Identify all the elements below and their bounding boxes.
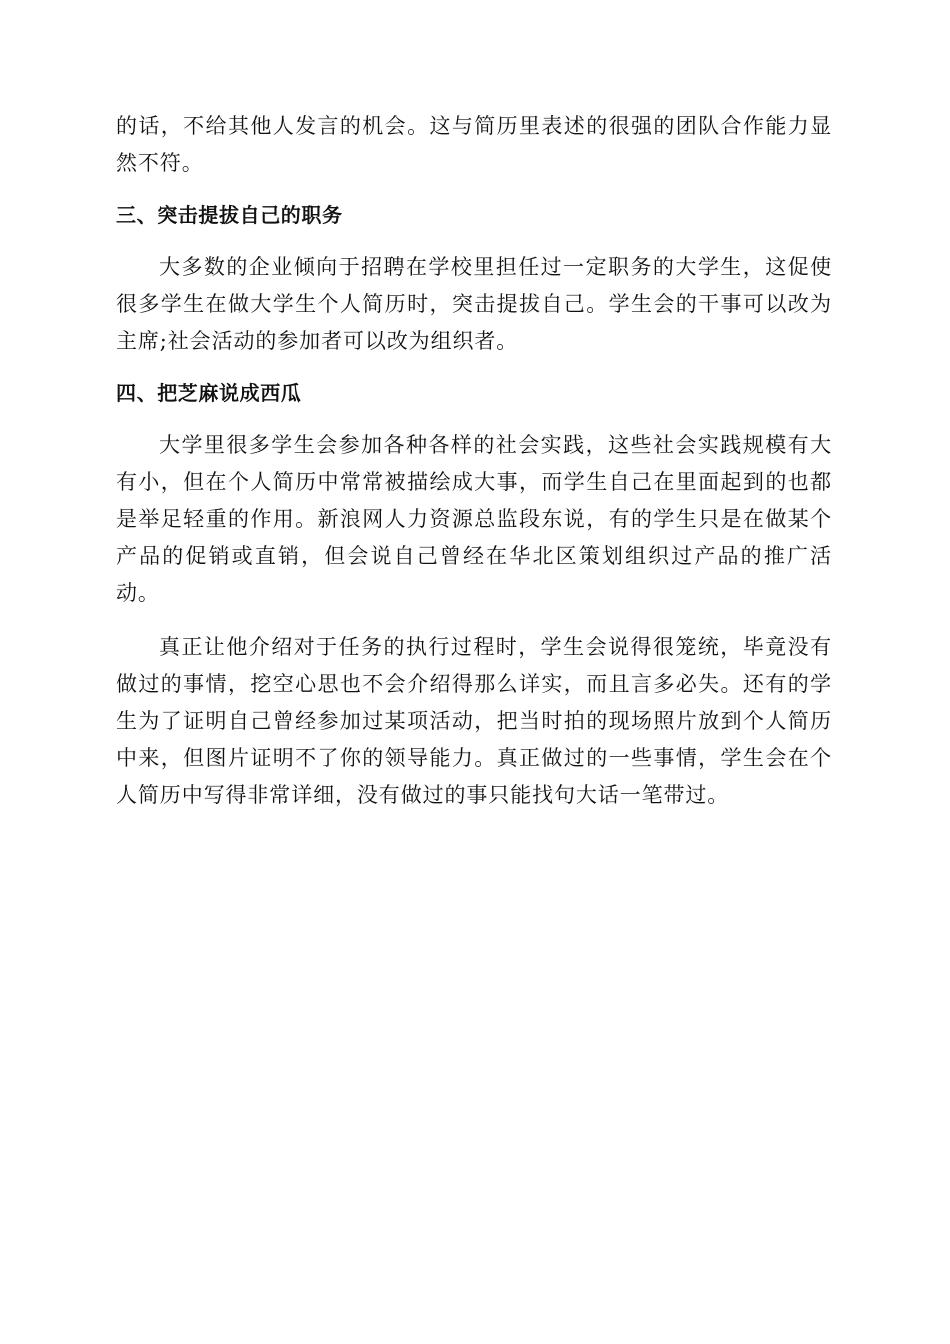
document-page xyxy=(116,108,832,814)
section-4-paragraph-2: 真正让他介绍对于任务的执行过程时，学生会说得很笼统，毕竟没有做过的事情，挖空心思也不会介绍得那么详实，而且言多必失。还有的学生为了证明自己曾经参加过某项活动，把当时拍的现场照片放到个人简历中来，但图片证明不了你的领导能力。真正做过的一些事情，学生会在个人简历中写得非常详细，没有做过的事只能找句大话一笔带过。 xyxy=(116,635,832,807)
spacer xyxy=(116,360,832,375)
spacer xyxy=(116,612,832,629)
section-4-heading: 四、把芝麻说成西瓜 xyxy=(116,381,302,405)
paragraph-continued: 的话，不给其他人发言的机会。这与简历里表述的很强的团队合作能力显然不符。 xyxy=(116,114,832,175)
section-3-heading: 三、突击提拔自己的职务 xyxy=(116,203,343,227)
spacer xyxy=(116,234,832,249)
section-4-paragraph-1: 大学里很多学生会参加各种各样的社会实践，这些社会实践规模有大有小，但在个人简历中常常被描绘成大事，而学生自己在里面起到的也都是举足轻重的作用。新浪网人力资源总监段东说，有的学生只是在做某个产品的促销或直销，但会说自己曾经在华北区策划组织过产品的推广活动。 xyxy=(116,433,832,605)
section-3-paragraph: 大多数的企业倾向于招聘在学校里担任过一定职务的大学生，这促使很多学生在做大学生个人简历时，突击提拔自己。学生会的干事可以改为主席;社会活动的参加者可以改为组织者。 xyxy=(116,255,832,353)
spacer xyxy=(116,412,832,427)
spacer xyxy=(116,182,832,197)
